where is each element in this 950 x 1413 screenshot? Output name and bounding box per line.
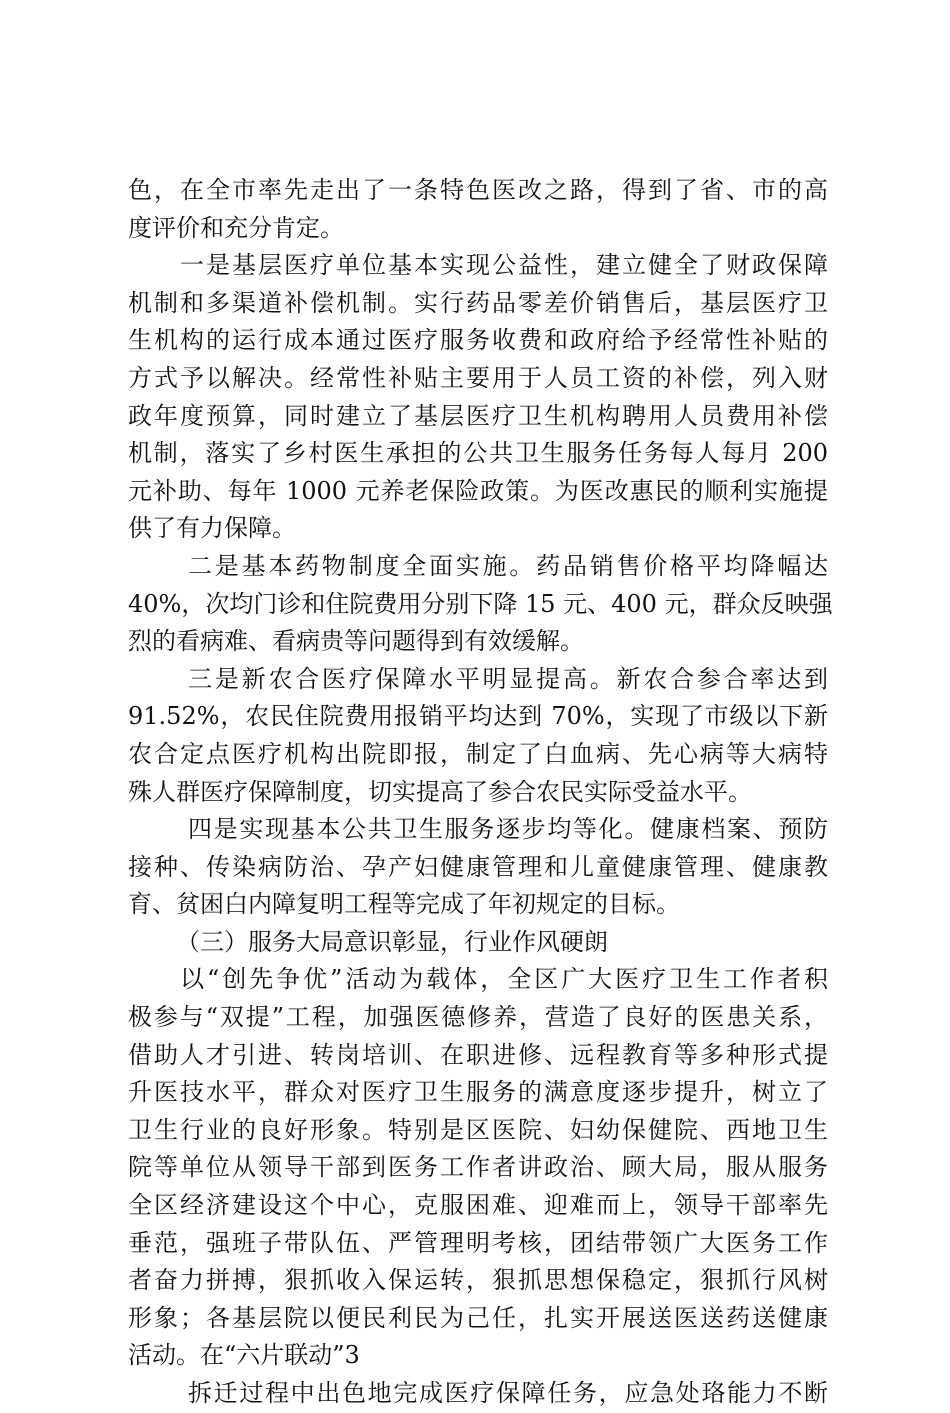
paragraph-line: 四是实现基本公共卫生服务逐步均等化。健康档案、预防: [188, 815, 828, 844]
paragraph-line: 接种、传染病防治、孕产妇健康管理和儿童健康管理、健康教: [128, 852, 828, 881]
paragraph-line: 一是基层医疗单位基本实现公益性，建立健全了财政保障: [180, 251, 828, 280]
paragraph-line: 生机构的运行成本通过医疗服务收费和政府给予经常性补贴的: [128, 326, 828, 355]
paragraph-line: 拆迁过程中出色地完成医疗保障任务，应急处珞能力不断: [188, 1379, 828, 1407]
paragraph-line: 者奋力拼搏，狠抓收入保运转，狠抓思想保稳定，狠抓行风树: [128, 1266, 828, 1295]
paragraph-line: 卫生行业的良好形象。特别是区医院、妇幼保健院、西地卫生: [128, 1115, 828, 1144]
paragraph-line: 度评价和充分肯定。: [128, 213, 344, 242]
paragraph-line: 40%，次均门诊和住院费用分别下降 15 元、400 元，群众反映强: [128, 589, 833, 618]
paragraph-line: 殊人群医疗保障制度，切实提高了参合农民实际受益水平。: [128, 777, 752, 806]
paragraph-line: 烈的看病难、看病贵等问题得到有效缓解。: [128, 627, 584, 656]
paragraph-line: 91.52%，农民住院费用报销平均达到 70%，实现了市级以下新: [128, 702, 828, 731]
paragraph-line: 垂范，强班子带队伍、严管理明考核，团结带领广大医务工作: [128, 1228, 828, 1257]
paragraph-line: 农合定点医疗机构出院即报，制定了白血病、先心病等大病特: [128, 739, 828, 768]
paragraph-line: 升医技水平，群众对医疗卫生服务的满意度逐步提升，树立了: [128, 1078, 828, 1107]
paragraph-line: 供了有力保障。: [128, 514, 296, 543]
paragraph-line: 方式予以解决。经常性补贴主要用于人员工资的补偿，列入财: [128, 363, 828, 392]
paragraph-line: 政年度预算，同时建立了基层医疗卫生机构聘用人员费用补偿: [128, 401, 828, 430]
paragraph-line: 三是新农合医疗保障水平明显提高。新农合参合率达到: [188, 664, 828, 693]
paragraph-line: 全区经济建设这个中心，克服困难、迎难而上，领导干部率先: [128, 1191, 828, 1220]
paragraph-line: 以“创先争优”活动为载体，全区广大医疗卫生工作者积: [180, 965, 828, 994]
paragraph-line: 二是基本药物制度全面实施。药品销售价格平均降幅达: [188, 551, 828, 580]
section-heading: （三）服务大局意识彰显，行业作风硬朗: [176, 927, 608, 956]
paragraph-line: 元补助、每年 1000 元养老保险政策。为医改惠民的顺利实施提: [128, 476, 828, 505]
paragraph-line: 院等单位从领导干部到医务工作者讲政治、顾大局，服从服务: [128, 1153, 828, 1182]
paragraph-line: 机制，落实了乡村医生承担的公共卫生服务任务每人每月 200: [128, 439, 828, 468]
paragraph-line: 形象；各基层院以便民利民为己任，扎实开展送医送药送健康: [128, 1303, 828, 1332]
paragraph-line: 极参与“双提”工程，加强医德修养，营造了良好的医患关系，: [128, 1003, 828, 1032]
body-text: [128, 172, 833, 1413]
paragraph-line: 活动。在“六片联动”3: [128, 1341, 360, 1370]
paragraph-line: 机制和多渠道补偿机制。实行药品零差价销售后，基层医疗卫: [128, 288, 828, 317]
paragraph-line: 借助人才引进、转岗培训、在职进修、远程教育等多种形式提: [128, 1040, 828, 1069]
paragraph-line: 育、贫困白内障复明工程等完成了年初规定的目标。: [128, 890, 680, 919]
paragraph-line: 色，在全市率先走出了一条特色医改之路，得到了省、市的高: [128, 176, 828, 204]
